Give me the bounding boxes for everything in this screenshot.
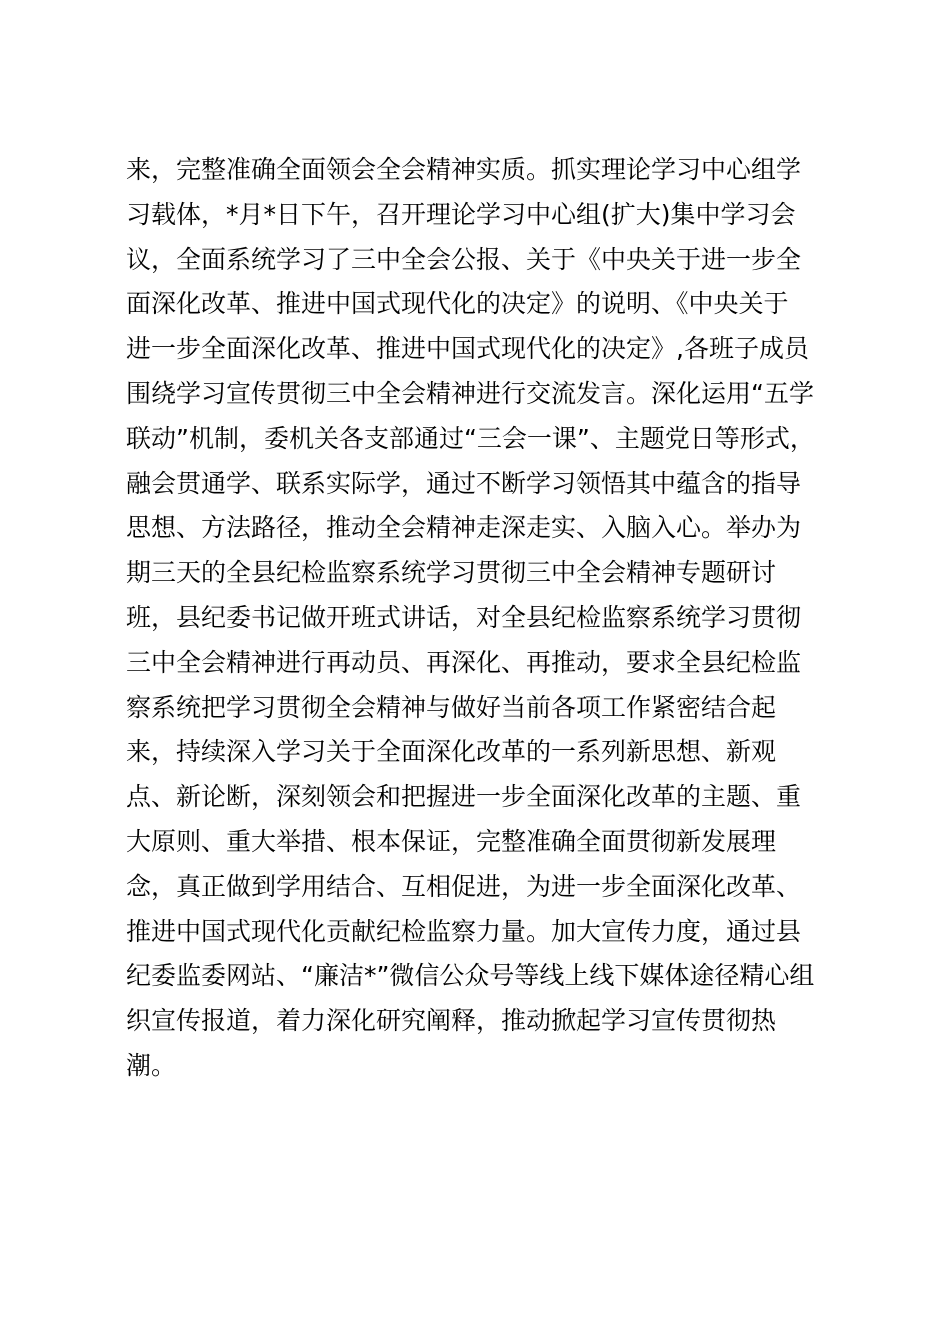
text-line: 念，真正做到学用结合、互相促进，为进一步全面深化改革、	[126, 871, 802, 901]
text-line: 织宣传报道，着力深化研究阐释，推动掀起学习宣传贯彻热	[126, 1006, 777, 1036]
text-line: 推进中国式现代化贡献纪检监察力量。加大宣传力度，通过县	[126, 916, 802, 946]
text-line: 纪委监委网站、“廉洁*”微信公众号等线上线下媒体途径精心组	[126, 961, 815, 991]
text-line: 融会贯通学、联系实际学，通过不断学习领悟其中蕴含的指导	[126, 468, 802, 498]
text-line: 习载体，*月*日下午，召开理论学习中心组(扩大)集中学习会	[126, 199, 796, 229]
text-line: 班，县纪委书记做开班式讲话，对全县纪检监察系统学习贯彻	[126, 602, 802, 632]
text-line: 大原则、重大举措、根本保证，完整准确全面贯彻新发展理	[126, 826, 777, 856]
text-line: 期三天的全县纪检监察系统学习贯彻三中全会精神专题研讨	[126, 558, 777, 588]
text-line: 潮。	[126, 1050, 177, 1080]
text-line: 面深化改革、推进中国式现代化的决定》的说明、《中央关于	[126, 289, 789, 319]
text-line: 察系统把学习贯彻全会精神与做好当前各项工作紧密结合起	[126, 692, 777, 722]
body-paragraph	[126, 148, 846, 1089]
text-line: 思想、方法路径，推动全会精神走深走实、入脑入心。举办为	[126, 513, 802, 543]
text-line: 围绕学习宣传贯彻三中全会精神进行交流发言。深化运用“五学	[126, 378, 814, 408]
text-line: 点、新论断，深刻领会和把握进一步全面深化改革的主题、重	[126, 782, 802, 812]
text-line: 来，持续深入学习关于全面深化改革的一系列新思想、新观	[126, 737, 777, 767]
text-line: 三中全会精神进行再动员、再深化、再推动，要求全县纪检监	[126, 647, 802, 677]
text-line: 联动”机制，委机关各支部通过“三会一课”、主题党日等形式，	[126, 423, 815, 453]
text-line: 来，完整准确全面领会全会精神实质。抓实理论学习中心组学	[126, 155, 802, 184]
text-line: 议，全面系统学习了三中全会公报、关于《中央关于进一步全	[126, 244, 802, 274]
text-line: 进一步全面深化改革、推进中国式现代化的决定》,各班子成员	[126, 334, 809, 364]
